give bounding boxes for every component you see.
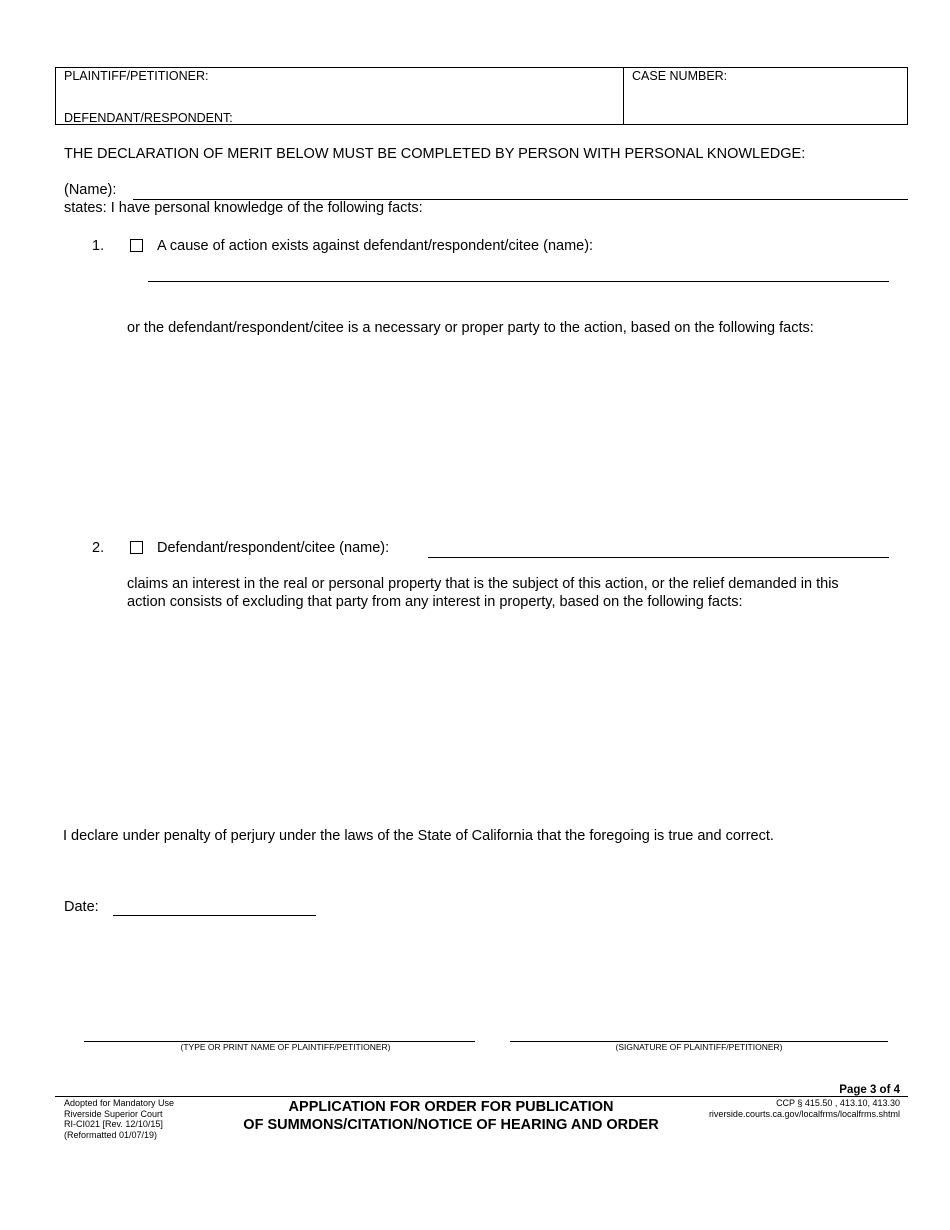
item2-number: 2. <box>92 540 105 556</box>
date-input-line[interactable] <box>113 915 316 916</box>
item1-number: 1. <box>92 238 105 254</box>
item1-name-line[interactable] <box>148 281 889 282</box>
case-caption-box <box>55 67 908 125</box>
form-title <box>200 1099 702 1134</box>
perjury-statement: I declare under penalty of perjury under the laws of the State of California that the foregoing is true and correct. <box>63 828 774 844</box>
states-text: states: I have personal knowledge of the following facts: <box>64 200 423 216</box>
page-number: Page 3 of 4 <box>839 1084 900 1096</box>
case-number-label: CASE NUMBER: <box>632 69 728 83</box>
print-name-caption: (TYPE OR PRINT NAME OF PLAINTIFF/PETITIONER) <box>180 1042 391 1052</box>
court-url: riverside.courts.ca.gov/localfrms/localfrms.shtml <box>708 1108 900 1119</box>
declaration-heading: THE DECLARATION OF MERIT BELOW MUST BE COMPLETED BY PERSON WITH PERSONAL KNOWLEDGE: <box>64 146 806 162</box>
plaintiff-label: PLAINTIFF/PETITIONER: <box>64 69 209 83</box>
code-citations: CCP § 415.50 , 413.10, 413.30 <box>776 1098 900 1108</box>
defendant-label: DEFENDANT/RESPONDENT: <box>64 111 233 125</box>
item1-checkbox[interactable] <box>130 239 143 252</box>
footer-left-block <box>64 1098 174 1140</box>
name-label: (Name): <box>64 182 117 198</box>
item2-continuation-line2: action consists of excluding that party from any interest in property, based on the following facts: <box>127 594 743 610</box>
item2-continuation-line1: claims an interest in the real or personal property that is the subject of this action, or the relief demanded in this <box>127 576 839 592</box>
item1-continuation: or the defendant/respondent/citee is a necessary or proper party to the action, based on the following facts: <box>127 320 814 336</box>
footer-left-line: Riverside Superior Court <box>64 1108 163 1119</box>
signature-caption: (SIGNATURE OF PLAINTIFF/PETITIONER) <box>615 1042 783 1052</box>
form-title-line1: APPLICATION FOR ORDER FOR PUBLICATION <box>288 1099 614 1115</box>
date-label: Date: <box>64 899 99 915</box>
footer-left-line: RI-CI021 [Rev. 12/10/15] <box>64 1119 163 1129</box>
footer-right-block <box>640 1098 900 1119</box>
item2-label: Defendant/respondent/citee (name): <box>157 540 390 556</box>
footer-left-line: Adopted for Mandatory Use <box>64 1098 175 1108</box>
footer-rule <box>55 1096 908 1097</box>
item2-checkbox[interactable] <box>130 541 143 554</box>
footer-left-line: (Reformatted 01/07/19) <box>64 1129 158 1140</box>
item1-label: A cause of action exists against defendant/respondent/citee (name): <box>157 238 594 254</box>
form-title-line2: OF SUMMONS/CITATION/NOTICE OF HEARING AND ORDER <box>243 1116 659 1133</box>
item2-name-line[interactable] <box>428 557 889 558</box>
caption-divider <box>623 68 624 124</box>
